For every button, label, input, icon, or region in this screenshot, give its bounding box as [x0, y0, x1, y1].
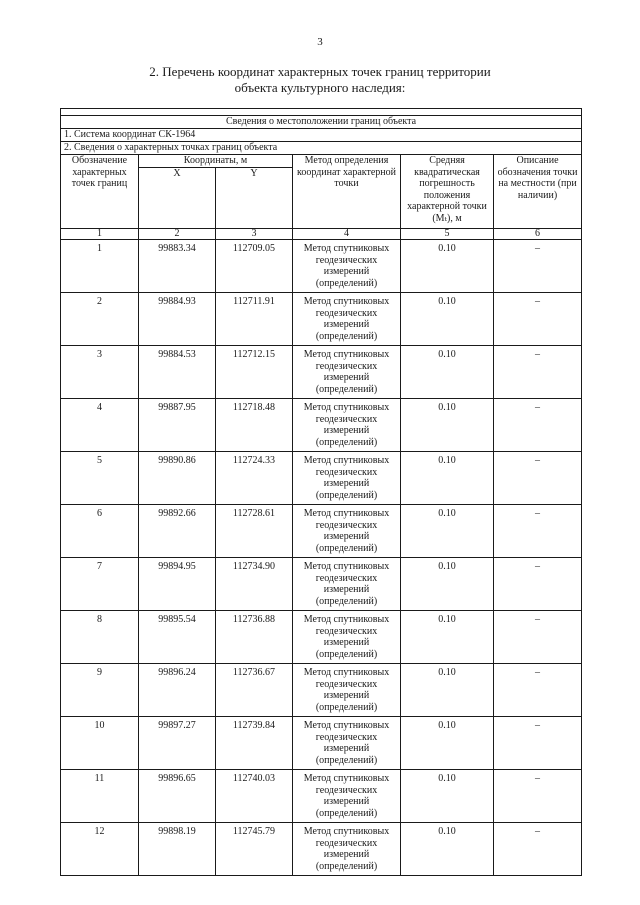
column-number: 4 [293, 229, 401, 240]
method-line: Метод спутниковых [303, 720, 390, 731]
method-line: Метод спутниковых [303, 773, 390, 784]
point-id-cell: 8 [61, 611, 139, 664]
method-cell [293, 664, 401, 717]
description-cell: – [494, 346, 582, 399]
method-line: (определений) [315, 595, 378, 607]
table-row [61, 505, 582, 558]
method-cell [293, 346, 401, 399]
method-line: Метод спутниковых [303, 614, 390, 625]
description-cell: – [494, 717, 582, 770]
description-cell: – [494, 505, 582, 558]
point-id-cell: 9 [61, 664, 139, 717]
table-row [61, 717, 582, 770]
method-line: (определений) [315, 436, 378, 448]
method-line: Метод спутниковых [303, 455, 390, 466]
y-coordinate-cell: 112745.79 [216, 823, 293, 876]
point-id-cell: 11 [61, 770, 139, 823]
column-number: 1 [61, 229, 139, 240]
header-point-id: Обозначение характерных точек границ [61, 155, 139, 229]
description-cell: – [494, 399, 582, 452]
method-cell [293, 558, 401, 611]
point-id-cell: 3 [61, 346, 139, 399]
method-line: измерений [323, 425, 370, 436]
description-cell: – [494, 823, 582, 876]
coord-system: 1. Система координат СК-1964 [61, 129, 582, 142]
method-line: Метод спутниковых [303, 508, 390, 519]
y-coordinate-cell: 112728.61 [216, 505, 293, 558]
table-row [61, 240, 582, 293]
method-line: измерений [323, 266, 370, 277]
header-x: X [139, 168, 216, 229]
description-cell: – [494, 452, 582, 505]
method-cell [293, 293, 401, 346]
page-number: 3 [317, 36, 323, 48]
points-info: 2. Сведения о характерных точках границ объекта [61, 142, 582, 155]
y-coordinate-cell: 112718.48 [216, 399, 293, 452]
method-line: измерений [323, 637, 370, 648]
method-line: (определений) [315, 860, 378, 872]
table-spacer-row [61, 109, 582, 116]
method-line: Метод спутниковых [303, 296, 390, 307]
description-cell: – [494, 664, 582, 717]
method-cell [293, 399, 401, 452]
header-error: Средняя квадратическая погрешность положения характерной точки (Mₜ), м [401, 155, 494, 229]
x-coordinate-cell: 99884.93 [139, 293, 216, 346]
column-numbers-row [61, 229, 582, 240]
title-line-2: объекта культурного наследия: [234, 80, 406, 95]
x-coordinate-cell: 99894.95 [139, 558, 216, 611]
table-row [61, 399, 582, 452]
error-cell: 0.10 [401, 823, 494, 876]
method-line: (определений) [315, 542, 378, 554]
x-coordinate-cell: 99883.34 [139, 240, 216, 293]
table-row [61, 452, 582, 505]
y-coordinate-cell: 112711.91 [216, 293, 293, 346]
description-cell: – [494, 558, 582, 611]
method-line: (определений) [315, 807, 378, 819]
table-row [61, 611, 582, 664]
error-cell: 0.10 [401, 505, 494, 558]
document-title [90, 64, 550, 96]
method-line: геодезических [315, 360, 378, 372]
method-line: (определений) [315, 648, 378, 660]
x-coordinate-cell: 99895.54 [139, 611, 216, 664]
header-method: Метод определения координат характерной точки [293, 155, 401, 229]
table-row [61, 770, 582, 823]
column-number: 3 [216, 229, 293, 240]
header-coordinates: Координаты, м [139, 155, 293, 168]
title-line-1: 2. Перечень координат характерных точек границ территории [149, 64, 491, 79]
method-line: геодезических [315, 466, 378, 478]
point-id-cell: 2 [61, 293, 139, 346]
method-line: геодезических [315, 519, 378, 531]
error-cell: 0.10 [401, 346, 494, 399]
points-info-row [61, 142, 582, 155]
section-title: Сведения о местоположении границ объекта [61, 116, 582, 129]
point-id-cell: 6 [61, 505, 139, 558]
method-line: (определений) [315, 277, 378, 289]
description-cell: – [494, 611, 582, 664]
x-coordinate-cell: 99896.65 [139, 770, 216, 823]
point-id-cell: 10 [61, 717, 139, 770]
method-line: измерений [323, 319, 370, 330]
error-cell: 0.10 [401, 452, 494, 505]
method-line: измерений [323, 478, 370, 489]
method-line: (определений) [315, 383, 378, 395]
x-coordinate-cell: 99898.19 [139, 823, 216, 876]
x-coordinate-cell: 99884.53 [139, 346, 216, 399]
method-cell [293, 717, 401, 770]
coordinates-table [60, 108, 582, 876]
y-coordinate-cell: 112736.67 [216, 664, 293, 717]
method-line: (определений) [315, 330, 378, 342]
point-id-cell: 5 [61, 452, 139, 505]
method-line: геодезических [315, 625, 378, 637]
column-number: 5 [401, 229, 494, 240]
method-line: геодезических [315, 572, 378, 584]
description-cell: – [494, 770, 582, 823]
method-line: (определений) [315, 701, 378, 713]
x-coordinate-cell: 99892.66 [139, 505, 216, 558]
method-cell [293, 823, 401, 876]
method-line: измерений [323, 849, 370, 860]
header-row-1 [61, 155, 582, 168]
method-line: измерений [323, 743, 370, 754]
method-line: геодезических [315, 254, 378, 266]
section-title-row [61, 116, 582, 129]
error-cell: 0.10 [401, 558, 494, 611]
method-line: измерений [323, 690, 370, 701]
method-cell [293, 770, 401, 823]
method-line: измерений [323, 372, 370, 383]
y-coordinate-cell: 112709.05 [216, 240, 293, 293]
method-line: геодезических [315, 837, 378, 849]
error-cell: 0.10 [401, 611, 494, 664]
description-cell: – [494, 293, 582, 346]
header-description: Описание обозначения точки на местности (при наличии) [494, 155, 582, 229]
description-cell: – [494, 240, 582, 293]
point-id-cell: 12 [61, 823, 139, 876]
method-cell [293, 611, 401, 664]
method-line: измерений [323, 531, 370, 542]
method-line: измерений [323, 584, 370, 595]
method-line: Метод спутниковых [303, 402, 390, 413]
x-coordinate-cell: 99896.24 [139, 664, 216, 717]
method-line: (определений) [315, 754, 378, 766]
y-coordinate-cell: 112736.88 [216, 611, 293, 664]
y-coordinate-cell: 112734.90 [216, 558, 293, 611]
y-coordinate-cell: 112740.03 [216, 770, 293, 823]
method-line: геодезических [315, 307, 378, 319]
column-number: 6 [494, 229, 582, 240]
method-cell [293, 505, 401, 558]
method-cell [293, 452, 401, 505]
header-y: Y [216, 168, 293, 229]
y-coordinate-cell: 112739.84 [216, 717, 293, 770]
method-line: Метод спутниковых [303, 667, 390, 678]
method-line: геодезических [315, 678, 378, 690]
y-coordinate-cell: 112724.33 [216, 452, 293, 505]
error-cell: 0.10 [401, 664, 494, 717]
method-line: (определений) [315, 489, 378, 501]
method-cell [293, 240, 401, 293]
error-cell: 0.10 [401, 293, 494, 346]
method-line: Метод спутниковых [303, 826, 390, 837]
x-coordinate-cell: 99887.95 [139, 399, 216, 452]
x-coordinate-cell: 99890.86 [139, 452, 216, 505]
method-line: Метод спутниковых [303, 561, 390, 572]
method-line: измерений [323, 796, 370, 807]
table-row [61, 664, 582, 717]
y-coordinate-cell: 112712.15 [216, 346, 293, 399]
x-coordinate-cell: 99897.27 [139, 717, 216, 770]
point-id-cell: 7 [61, 558, 139, 611]
method-line: геодезических [315, 784, 378, 796]
method-line: Метод спутниковых [303, 243, 390, 254]
error-cell: 0.10 [401, 399, 494, 452]
method-line: геодезических [315, 413, 378, 425]
error-cell: 0.10 [401, 770, 494, 823]
error-cell: 0.10 [401, 240, 494, 293]
column-number: 2 [139, 229, 216, 240]
coord-system-row [61, 129, 582, 142]
table-row [61, 558, 582, 611]
error-cell: 0.10 [401, 717, 494, 770]
point-id-cell: 4 [61, 399, 139, 452]
point-id-cell: 1 [61, 240, 139, 293]
table-row [61, 823, 582, 876]
method-line: Метод спутниковых [303, 349, 390, 360]
table-row [61, 346, 582, 399]
method-line: геодезических [315, 731, 378, 743]
table-row [61, 293, 582, 346]
